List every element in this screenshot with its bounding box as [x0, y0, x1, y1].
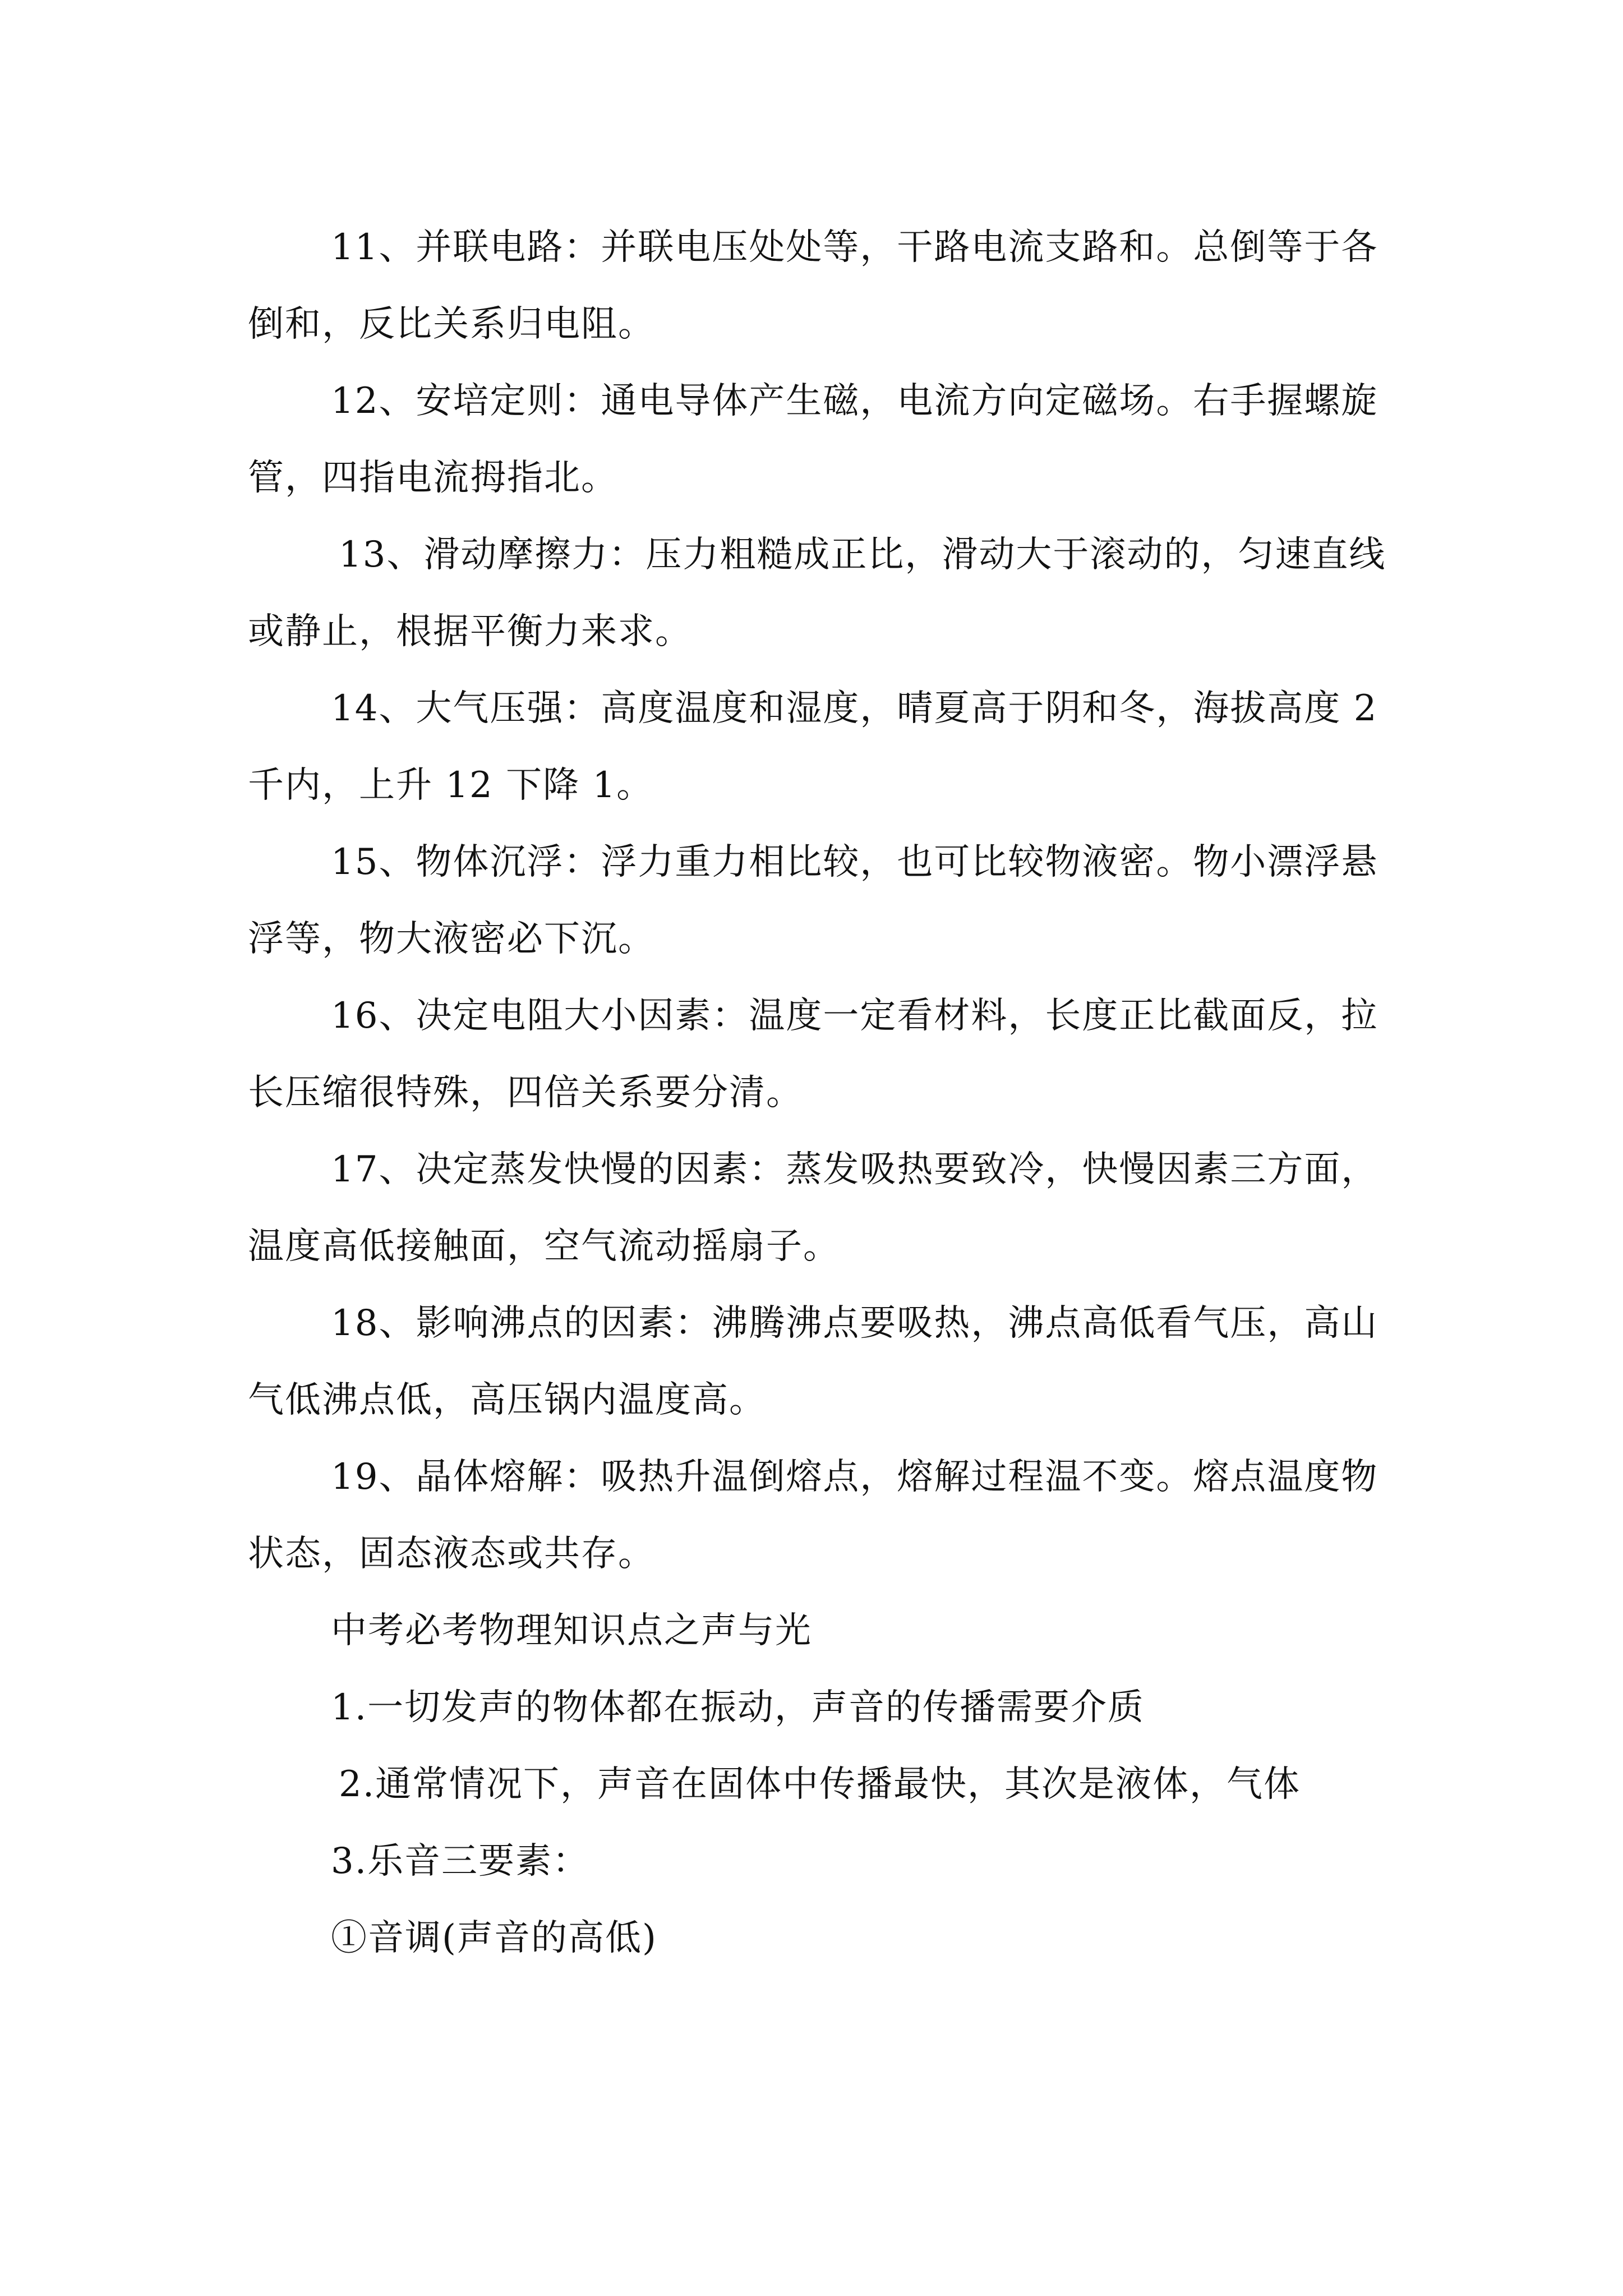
paragraph-resistance-factors: 16、决定电阻大小因素：温度一定看材料，长度正比截面反，拉长压缩很特殊，四倍关系要分清。	[248, 995, 1378, 1114]
paragraph-atmospheric-pressure: 14、大气压强：高度温度和湿度，晴夏高于阴和冬，海拔高度 2 千内，上升 12 下降 1。	[248, 688, 1378, 806]
section-heading-sound-light: 中考必考物理知识点之声与光	[331, 1610, 812, 1651]
paragraph-parallel-circuit: 11、并联电路：并联电压处处等，干路电流支路和。总倒等于各倒和，反比关系归电阻。	[248, 227, 1378, 345]
paragraph-floating-sinking: 15、物体沉浮：浮力重力相比较，也可比较物液密。物小漂浮悬浮等，物大液密必下沉。	[248, 841, 1378, 960]
paragraph-evaporation-factors: 17、决定蒸发快慢的因素：蒸发吸热要致冷，快慢因素三方面，温度高低接触面，空气流动摇扇子。	[248, 1149, 1378, 1267]
paragraph-musical-elements: 3.乐音三要素：	[331, 1841, 590, 1882]
paragraph-pitch: ①音调(声音的高低)	[331, 1917, 657, 1959]
paragraph-sound-vibration: 1.一切发声的物体都在振动，声音的传播需要介质	[331, 1687, 1145, 1728]
paragraph-boiling-point-factors: 18、影响沸点的因素：沸腾沸点要吸热，沸点高低看气压，高山气低沸点低，高压锅内温度高。	[248, 1303, 1378, 1421]
paragraph-sound-speed: 2.通常情况下，声音在固体中传播最快，其次是液体，气体	[339, 1764, 1301, 1805]
paragraph-sliding-friction: 13、滑动摩擦力：压力粗糙成正比，滑动大于滚动的，匀速直线或静止，根据平衡力来求。	[248, 534, 1386, 652]
paragraph-crystal-melting: 19、晶体熔解：吸热升温倒熔点，熔解过程温不变。熔点温度物状态，固态液态或共存。	[248, 1456, 1378, 1575]
document-body	[248, 209, 1386, 1977]
paragraph-ampere-rule: 12、安培定则：通电导体产生磁，电流方向定磁场。右手握螺旋管，四指电流拇指北。	[248, 380, 1378, 499]
